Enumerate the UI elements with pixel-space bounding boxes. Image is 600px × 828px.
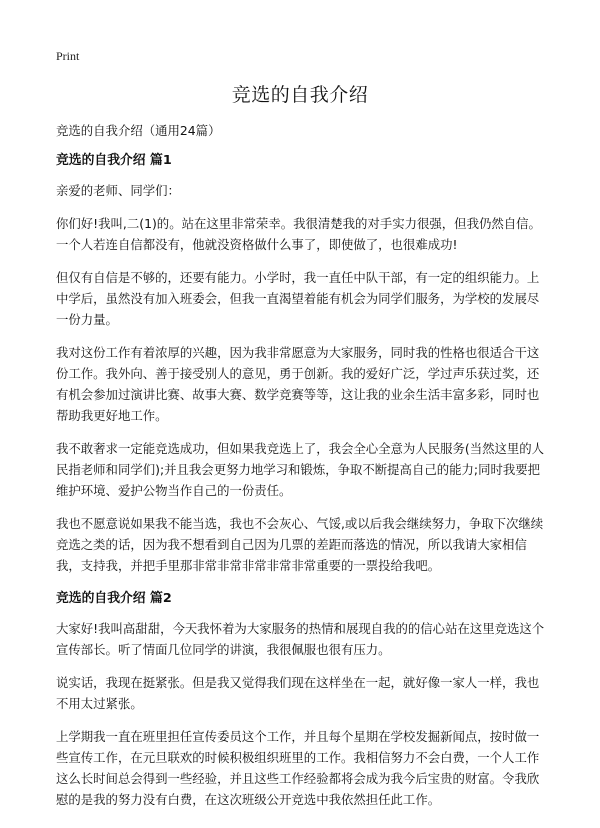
print-link[interactable]: Print <box>56 49 80 63</box>
paragraph-greeting: 亲爱的老师、同学们： <box>56 183 180 198</box>
paragraph: 我对这份工作有着浓厚的兴趣，因为我非常愿意为大家服务，同时我的性格也很适合干这份工作。我外向、善于接受别人的意见，勇于创新。我的爱好广泛，学过声乐获过奖，还有机会参加过演讲比赛、故事大赛、数学竞赛等等，这让我的业余生活丰富多彩，同时也帮助我更好地工作。 <box>56 345 540 423</box>
paragraph: 说实话，我现在挺紧张。但是我又觉得我们现在这样坐在一起，就好像一家人一样，我也不用太过紧张。 <box>56 675 540 711</box>
paragraph: 大家好!我叫高甜甜，今天我怀着为大家服务的热情和展现自我的的信心站在这里竞选这个宣传部长。听了情面几位同学的讲演，我很佩服也很有压力。 <box>56 621 545 657</box>
paragraph: 但仅有自信是不够的，还要有能力。小学时，我一直任中队干部，有一定的组织能力。上中学后，虽然没有加入班委会，但我一直渴望着能有机会为同学们服务，为学校的发展尽一份力量。 <box>56 270 540 327</box>
paragraph: 上学期我一直在班里担任宣传委员这个工作，并且每个星期在学校发掘新闻点，按时做一些宣传工作，在元旦联欢的时候积极组织班里的工作。我相信努力不会白费，一个人工作这么长时间总会得到一些经验，并且这些工作经验都将会成为我今后宝贵的财富。令我欣慰的是我的努力没有白费，在这次班级公开竞选中我依然担任此工作。 <box>56 729 540 807</box>
paragraph: 我也不愿意说如果我不能当选，我也不会灰心、气馁,或以后我会继续努力，争取下次继续竞选之类的话，因为我不想看到自己因为几票的差距而落选的情况，所以我请大家相信我，支持我，并把手里那非常非常非常非常非常重要的一票投给我吧。 <box>56 516 544 573</box>
document-subtitle: 竞选的自我介绍（通用24篇） <box>56 123 221 138</box>
section-heading-1: 竞选的自我介绍 篇1 <box>56 153 172 168</box>
paragraph: 我不敢奢求一定能竞选成功，但如果我竞选上了，我会全心全意为人民服务(当然这里的人民指老师和同学们);并且我会更努力地学习和锻炼，争取不断提高自己的能力;同时我要把维护环境、爱护公物当作自己的一份责任。 <box>56 441 545 498</box>
page-title: 竞选的自我介绍 <box>231 84 369 106</box>
article-body <box>56 150 548 822</box>
section-heading-2: 竞选的自我介绍 篇2 <box>56 591 172 606</box>
paragraph: 你们好!我叫,二(1)的。站在这里非常荣幸。我很清楚我的对手实力很强，但我仍然自信。一个人若连自信都没有，他就没资格做什么事了，即使做了，也很难成功! <box>56 216 541 252</box>
